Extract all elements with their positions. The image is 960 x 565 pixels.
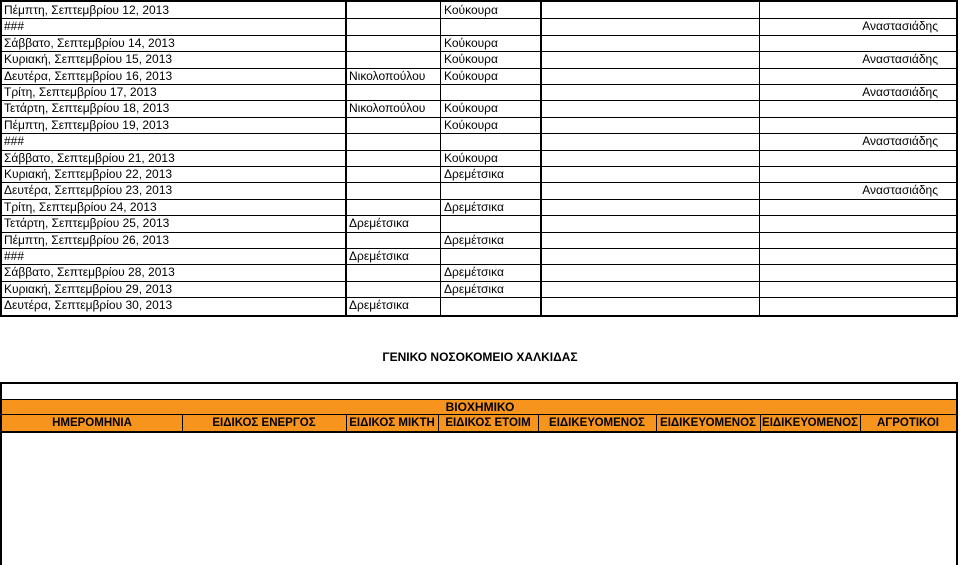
schedule-cell-c2: Κούκουρα xyxy=(444,3,498,17)
header-divider xyxy=(346,415,347,431)
header-divider xyxy=(182,415,183,431)
schedule-cell-c4: Αναστασιάδης xyxy=(862,85,938,99)
row-divider xyxy=(2,281,956,282)
schedule-cell-date: Τρίτη, Σεπτεμβρίου 24, 2013 xyxy=(4,199,157,214)
schedule-cell-c4 xyxy=(762,100,938,116)
schedule-cell-c1 xyxy=(349,232,439,248)
schedule-cell-c4 xyxy=(762,68,938,84)
schedule-cell-c1 xyxy=(349,18,439,34)
schedule-cell-date: Πέμπτη, Σεπτεμβρίου 12, 2013 xyxy=(4,3,170,17)
schedule-cell-c2 xyxy=(444,248,539,264)
schedule-cell-date: Σάββατο, Σεπτεμβρίου 21, 2013 xyxy=(4,150,175,165)
schedule-row xyxy=(2,182,956,198)
header-bottom-rule xyxy=(2,431,956,433)
schedule-cell-c4: Αναστασιάδης xyxy=(862,183,938,198)
hospital-title: ΓΕΝΙΚΟ ΝΟΣΟΚΟΜΕΙΟ ΧΑΛΚΙΔΑΣ xyxy=(382,350,578,364)
schedule-cell-c2: Δρεμέτσικα xyxy=(444,281,504,296)
schedule-cell-date: Τρίτη, Σεπτεμβρίου 17, 2013 xyxy=(4,85,157,99)
schedule-cell-date: Σάββατο, Σεπτεμβρίου 28, 2013 xyxy=(4,265,175,280)
header-divider xyxy=(860,415,861,431)
schedule-cell-c4: Αναστασιάδης xyxy=(862,19,938,34)
schedule-cell-c2: Κούκουρα xyxy=(444,52,498,67)
schedule-row xyxy=(2,133,956,149)
schedule-cell-c1 xyxy=(349,150,439,166)
schedule-cell-c1: Δρεμέτσικα xyxy=(349,216,409,231)
schedule-cell-c4 xyxy=(762,248,938,264)
header-divider xyxy=(438,415,439,431)
row-divider xyxy=(2,215,956,216)
schedule-cell-c4 xyxy=(762,264,938,280)
schedule-cell-c1 xyxy=(349,51,439,67)
schedule-row xyxy=(2,166,956,182)
header-divider xyxy=(656,415,657,431)
column-header: ΕΙΔΙΚΕΥΟΜΕΝΟΣ xyxy=(660,417,756,429)
schedule-row xyxy=(2,117,956,133)
schedule-cell-c2: Κούκουρα xyxy=(444,150,498,165)
column-header: ΗΜΕΡΟΜΗΝΙΑ xyxy=(52,417,132,429)
schedule-cell-c4 xyxy=(762,199,938,215)
schedule-cell-c4 xyxy=(762,117,938,133)
header-divider xyxy=(538,415,539,431)
header-divider xyxy=(760,415,761,431)
schedule-cell-c1: Δρεμέτσικα xyxy=(349,298,409,313)
schedule-row xyxy=(2,150,956,166)
row-divider xyxy=(2,232,956,233)
schedule-row xyxy=(2,35,956,51)
column-header: ΕΙΔΙΚΕΥΟΜΕΝΟΣ xyxy=(549,417,645,429)
schedule-cell-c1 xyxy=(349,84,439,100)
schedule-cell-c4 xyxy=(762,35,938,51)
row-divider xyxy=(2,182,956,183)
schedule-cell-c2 xyxy=(444,182,539,198)
schedule-row xyxy=(2,18,956,34)
schedule-cell-date: Δευτέρα, Σεπτεμβρίου 23, 2013 xyxy=(4,183,173,198)
schedule-cell-c1 xyxy=(349,264,439,280)
column-divider xyxy=(345,2,347,315)
row-divider xyxy=(2,35,956,36)
schedule-cell-c2 xyxy=(444,84,539,100)
schedule-cell-c4 xyxy=(762,232,938,248)
row-divider xyxy=(2,199,956,200)
schedule-cell-c2: Δρεμέτσικα xyxy=(444,167,504,181)
row-divider xyxy=(2,117,956,118)
schedule-cell-c2 xyxy=(444,215,539,231)
row-divider xyxy=(2,150,956,151)
column-header: ΕΙΔΙΚΕΥΟΜΕΝΟΣ xyxy=(762,417,858,429)
schedule-cell-c2 xyxy=(444,133,539,149)
schedule-cell-c2: Κούκουρα xyxy=(444,35,498,50)
schedule-cell-date: ### xyxy=(4,249,25,263)
schedule-cell-c4: Αναστασιάδης xyxy=(862,52,938,67)
schedule-cell-c4 xyxy=(762,166,938,182)
row-divider xyxy=(2,51,956,52)
schedule-row xyxy=(2,297,956,313)
schedule-cell-c1 xyxy=(349,2,439,18)
schedule-cell-date: Πέμπτη, Σεπτεμβρίου 26, 2013 xyxy=(4,232,170,247)
column-header: ΕΙΔΙΚΟΣ ΕΝΕΡΓΟΣ xyxy=(212,417,316,429)
schedule-row xyxy=(2,281,956,297)
schedule-cell-date: Σάββατο, Σεπτεμβρίου 14, 2013 xyxy=(4,35,175,50)
schedule-cell-c4 xyxy=(762,297,938,313)
schedule-cell-date: Δευτέρα, Σεπτεμβρίου 30, 2013 xyxy=(4,298,173,313)
schedule-cell-c4: Αναστασιάδης xyxy=(862,134,938,149)
column-header: ΑΓΡΟΤΙΚΟΙ xyxy=(877,417,939,429)
row-divider xyxy=(2,133,956,134)
schedule-cell-c1 xyxy=(349,281,439,297)
schedule-cell-c2: Δρεμέτσικα xyxy=(444,265,504,280)
schedule-cell-date: Δευτέρα, Σεπτεμβρίου 16, 2013 xyxy=(4,68,173,83)
schedule-cell-date: Τετάρτη, Σεπτεμβρίου 18, 2013 xyxy=(4,101,170,116)
schedule-row xyxy=(2,84,956,100)
schedule-row xyxy=(2,264,956,280)
schedule-cell-c2: Δρεμέτσικα xyxy=(444,232,504,247)
schedule-cell-c4 xyxy=(762,150,938,166)
schedule-cell-date: ### xyxy=(4,19,25,34)
schedule-cell-c4 xyxy=(762,215,938,231)
schedule-cell-c2: Δρεμέτσικα xyxy=(444,199,504,214)
schedule-cell-c2 xyxy=(444,18,539,34)
column-divider xyxy=(540,2,542,315)
column-divider xyxy=(440,2,441,315)
schedule-cell-c1 xyxy=(349,199,439,215)
schedule-cell-date: Τετάρτη, Σεπτεμβρίου 25, 2013 xyxy=(4,216,170,231)
schedule-cell-date: ### xyxy=(4,134,25,149)
row-divider xyxy=(2,18,956,19)
row-divider xyxy=(2,264,956,265)
schedule-cell-date: Κυριακή, Σεπτεμβρίου 29, 2013 xyxy=(4,281,173,296)
schedule-cell-date: Κυριακή, Σεπτεμβρίου 22, 2013 xyxy=(4,167,173,181)
schedule-cell-c1: Δρεμέτσικα xyxy=(349,249,409,263)
schedule-cell-c1 xyxy=(349,166,439,182)
schedule-cell-c2: Κούκουρα xyxy=(444,101,498,116)
schedule-row xyxy=(2,199,956,215)
schedule-cell-c1: Νικολοπούλου xyxy=(349,101,426,116)
schedule-cell-c4 xyxy=(762,281,938,297)
schedule-row xyxy=(2,2,956,18)
schedule-row xyxy=(2,248,956,264)
schedule-cell-c2 xyxy=(444,297,539,313)
column-divider xyxy=(759,2,760,315)
row-divider xyxy=(2,248,956,249)
schedule-row xyxy=(2,215,956,231)
schedule-row xyxy=(2,100,956,116)
schedule-row xyxy=(2,51,956,67)
schedule-cell-c2: Κούκουρα xyxy=(444,117,498,132)
schedule-cell-c2: Κούκουρα xyxy=(444,68,498,83)
schedule-cell-date: Κυριακή, Σεπτεμβρίου 15, 2013 xyxy=(4,52,173,67)
schedule-cell-c1: Νικολοπούλου xyxy=(349,68,426,83)
column-header: ΕΙΔΙΚΟΣ ΜΙΚΤΗ xyxy=(349,417,435,429)
schedule-cell-c1 xyxy=(349,133,439,149)
schedule-cell-date: Πέμπτη, Σεπτεμβρίου 19, 2013 xyxy=(4,117,170,132)
section-title: ΒΙΟΧΗΜΙΚΟ xyxy=(445,400,515,414)
column-header: ΕΙΔΙΚΟΣ ΕΤΟΙΜ xyxy=(445,417,531,429)
schedule-cell-c1 xyxy=(349,117,439,133)
schedule-cell-c1 xyxy=(349,182,439,198)
row-divider xyxy=(2,100,956,101)
schedule-row xyxy=(2,68,956,84)
row-divider xyxy=(2,166,956,167)
schedule-cell-c4 xyxy=(762,2,938,18)
row-divider xyxy=(2,84,956,85)
schedule-row xyxy=(2,232,956,248)
row-divider xyxy=(2,68,956,69)
schedule-cell-c1 xyxy=(349,35,439,51)
row-divider xyxy=(2,297,956,298)
